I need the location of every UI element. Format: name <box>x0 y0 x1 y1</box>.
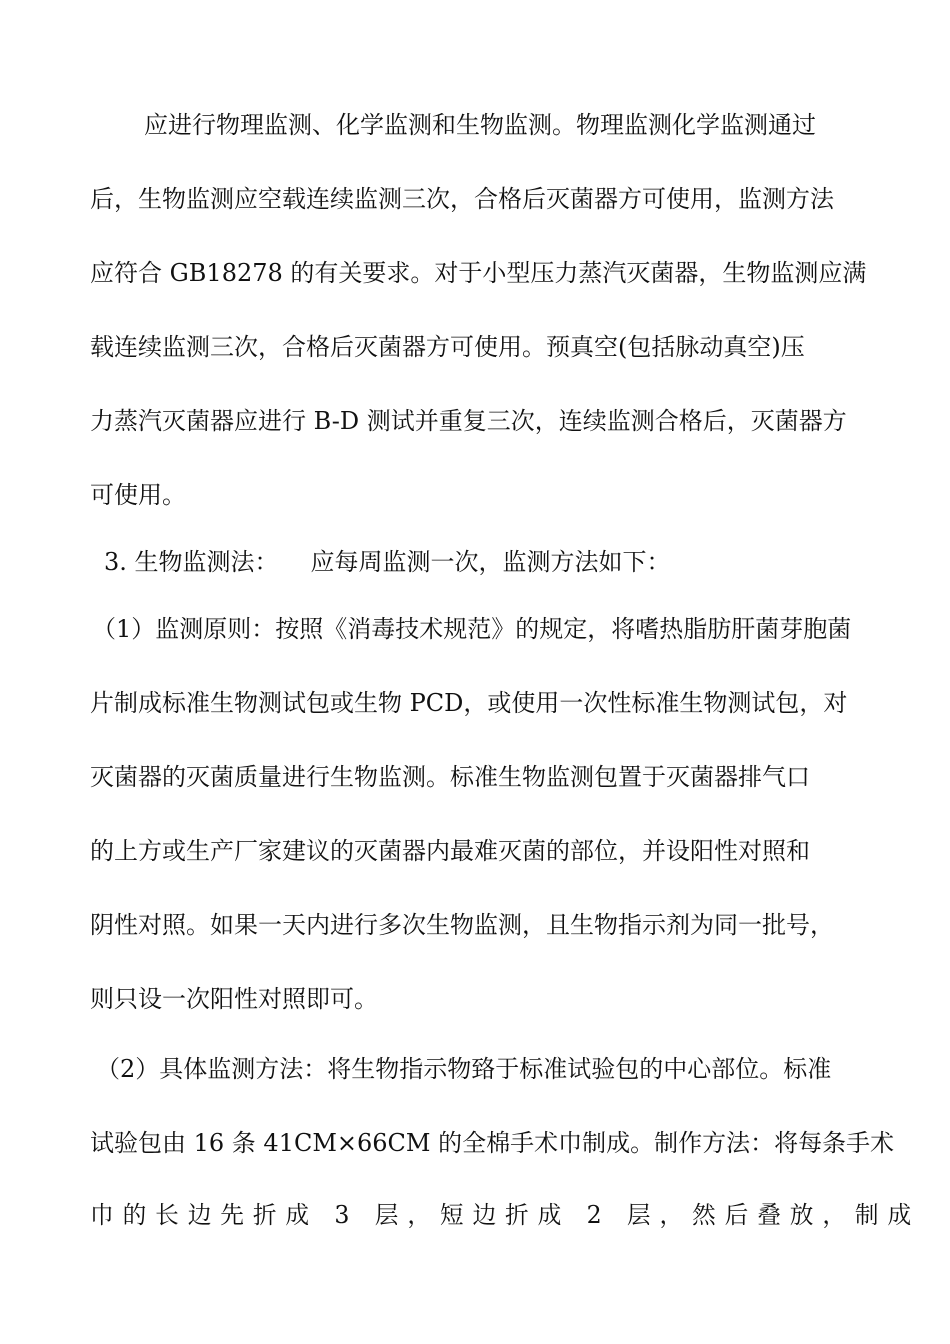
paragraph-line: 载连续监测三次，合格后灭菌器方可使用。预真空(包括脉动真空)压 <box>90 333 805 361</box>
paragraph-line: 阴性对照。如果一天内进行多次生物监测，且生物指示剂为同一批号， <box>90 911 834 939</box>
paragraph-line: 的上方或生产厂家建议的灭菌器内最难灭菌的部位，并设阳性对照和 <box>90 837 810 865</box>
paragraph-line: 试验包由 16 条 41CM×66CM 的全棉手术巾制成。制作方法：将每条手术 <box>90 1129 895 1157</box>
paragraph-line: 灭菌器的灭菌质量进行生物监测。标准生物监测包置于灭菌器排气口 <box>90 763 810 791</box>
paragraph-line: 应进行物理监测、化学监测和生物监测。物理监测化学监测通过 <box>144 111 816 139</box>
paragraph-line: 巾的长边先折成 3 层，短边折成 2 层，然后叠放，制成 <box>90 1201 921 1229</box>
paragraph-line: （2）具体监测方法：将生物指示物臵于标准试验包的中心部位。标准 <box>96 1055 832 1083</box>
section-title: 生物监测法： <box>134 548 279 576</box>
paragraph-line: 力蒸汽灭菌器应进行 B-D 测试并重复三次，连续监测合格后，灭菌器方 <box>90 407 847 435</box>
section-description: 应每周监测一次，监测方法如下： <box>310 548 671 576</box>
section-heading <box>104 545 671 579</box>
paragraph-line: 可使用。 <box>90 481 186 509</box>
paragraph-line: （1）监测原则：按照《消毒技术规范》的规定，将嗜热脂肪肝菌芽胞菌 <box>92 615 852 643</box>
paragraph-line: 应符合 GB18278 的有关要求。对于小型压力蒸汽灭菌器，生物监测应满 <box>90 259 867 287</box>
section-number: 3. <box>104 548 127 576</box>
paragraph-line: 后，生物监测应空载连续监测三次，合格后灭菌器方可使用，监测方法 <box>90 185 834 213</box>
paragraph-line: 片制成标准生物测试包或生物 PCD，或使用一次性标准生物测试包，对 <box>90 689 848 717</box>
paragraph-line: 则只设一次阳性对照即可。 <box>90 985 378 1013</box>
